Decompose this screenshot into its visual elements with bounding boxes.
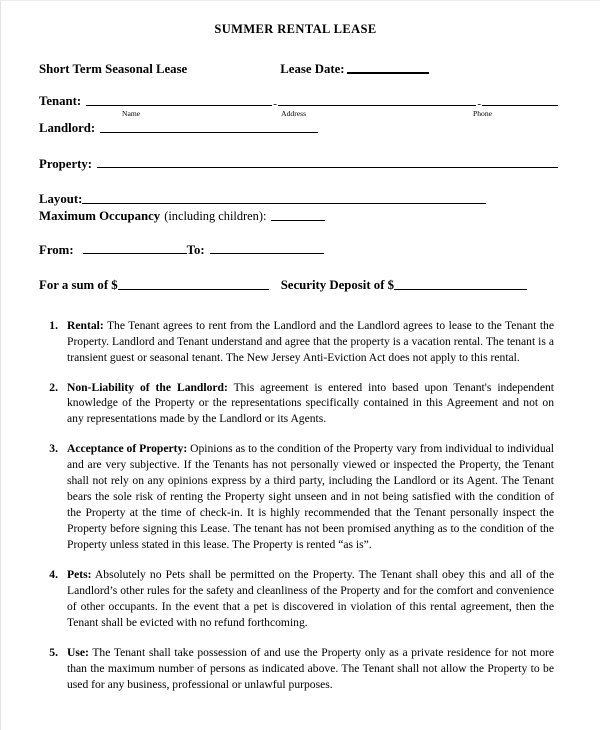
- clause-item: [39, 567, 554, 631]
- layout-field-group: [39, 193, 558, 206]
- property-label: Property:: [39, 156, 93, 171]
- occupancy-label: Maximum Occupancy: [39, 209, 161, 224]
- tenant-row: Tenant: - -: [39, 95, 558, 108]
- clause-number: 1.: [49, 318, 58, 332]
- sublabel-address: Address: [281, 108, 307, 118]
- clause-text: The Tenant agrees to rent from the Landlord and the Landlord agrees to lease to the Tenant the Property. Landlord and Tenant understand and agree that the property is a vacation rental. The tenant is a transient guest or seasonal tenant. The New Jersey Anti-Eviction Act does not apply to this rental.: [67, 318, 554, 364]
- tenant-phone-input[interactable]: [482, 105, 558, 106]
- landlord-field-group: [39, 122, 558, 135]
- clause-title: Acceptance of Property:: [67, 442, 188, 456]
- clause-number: 4.: [49, 568, 58, 582]
- clause-number: 3.: [49, 442, 58, 456]
- document-subtitle: Short Term Seasonal Lease: [39, 62, 188, 76]
- occupancy-field-group: [39, 209, 558, 224]
- clause-text: Absolutely no Pets shall be permitted on the Property. The Tenant shall obey this and all of the Landlord’s other rules for the safety and cleanliness of the Property and for the comfort and convenience of other occupants. In the event that a pet is discovered in violation of this rental agreement, then the Tenant shall be evicted with no refund forthcoming.: [67, 568, 554, 630]
- clause-text: Opinions as to the condition of the Property vary from individual to individual and are very subjective. If the Tenants has not personally viewed or inspected the Property, the Tenant shall not rely on any opinions express by a third party, including the Landlord or its Agent. The Tenant bears the sole risk of renting the Property sight unseen and in not being satisfied with the condition of the Property at the time of check-in. It is highly recommended that the Tenant personally inspect the Property before signing this Lease. The tenant has not been promised anything as to the condition of the Property unless stated in this lease. The Property is rented “as is”.: [67, 442, 555, 552]
- amounts-group: [39, 279, 558, 292]
- from-label: From:: [39, 242, 74, 257]
- clause-item: [39, 645, 554, 693]
- clause-text: The Tenant shall take possession of and use the Property only as a private residence for not more than the maximum number of persons as indicated above. The Tenant shall not allow the Property to be used for any business, professional or unlawful purposes.: [67, 646, 554, 692]
- occupancy-input[interactable]: [271, 220, 325, 221]
- to-date-input[interactable]: [210, 253, 324, 254]
- clause-title: Non-Liability of the Landlord:: [67, 380, 228, 394]
- from-date-input[interactable]: [83, 253, 187, 254]
- occupancy-note: (including children):: [164, 208, 267, 223]
- clause-body: [67, 380, 554, 428]
- page-title: SUMMER RENTAL LEASE: [214, 22, 377, 36]
- subtitle-and-lease-date-row: [39, 63, 558, 76]
- tenant-sublabels: [39, 110, 558, 118]
- document-body: [1, 1, 600, 693]
- clause-title: Pets:: [67, 568, 92, 582]
- property-field-group: [39, 158, 558, 171]
- deposit-label: Security Deposit of $: [280, 278, 395, 293]
- clause-list: [39, 318, 558, 694]
- clause-number: 2.: [49, 380, 58, 394]
- sum-label: For a sum of $: [39, 278, 118, 293]
- clause-item: [39, 380, 554, 428]
- to-label: To:: [186, 242, 205, 257]
- layout-input[interactable]: [82, 203, 486, 204]
- clause-body: [67, 441, 554, 553]
- sublabel-phone: Phone: [473, 108, 493, 118]
- landlord-label: Landlord:: [39, 121, 96, 136]
- clause-item: [39, 441, 554, 553]
- property-input[interactable]: [97, 167, 558, 168]
- clause-title: Rental:: [67, 318, 104, 332]
- clause-body: [67, 567, 554, 631]
- clause-item: [39, 318, 554, 366]
- clause-body: [67, 645, 554, 693]
- sublabel-name: Name: [122, 108, 141, 118]
- lease-date-group: [280, 63, 428, 76]
- lease-date-input[interactable]: [347, 72, 429, 74]
- tenant-field-group: [39, 95, 558, 117]
- sum-input[interactable]: [118, 289, 269, 290]
- layout-label: Layout:: [39, 192, 83, 207]
- date-range-group: [39, 244, 558, 257]
- landlord-input[interactable]: [100, 132, 318, 133]
- lease-date-label: Lease Date:: [280, 62, 345, 76]
- tenant-address-input[interactable]: [278, 105, 476, 106]
- tenant-label: Tenant:: [39, 94, 82, 109]
- deposit-input[interactable]: [394, 289, 527, 290]
- clause-number: 5.: [49, 646, 58, 660]
- tenant-name-input[interactable]: [86, 105, 272, 106]
- clause-body: [67, 318, 554, 366]
- clause-title: Use:: [67, 646, 89, 660]
- clause-text: This agreement is entered into based upon Tenant's independent knowledge of the Property or the representations specifically contained in this Agreement and not on any representations made by the Landlord or its Agents.: [67, 380, 554, 426]
